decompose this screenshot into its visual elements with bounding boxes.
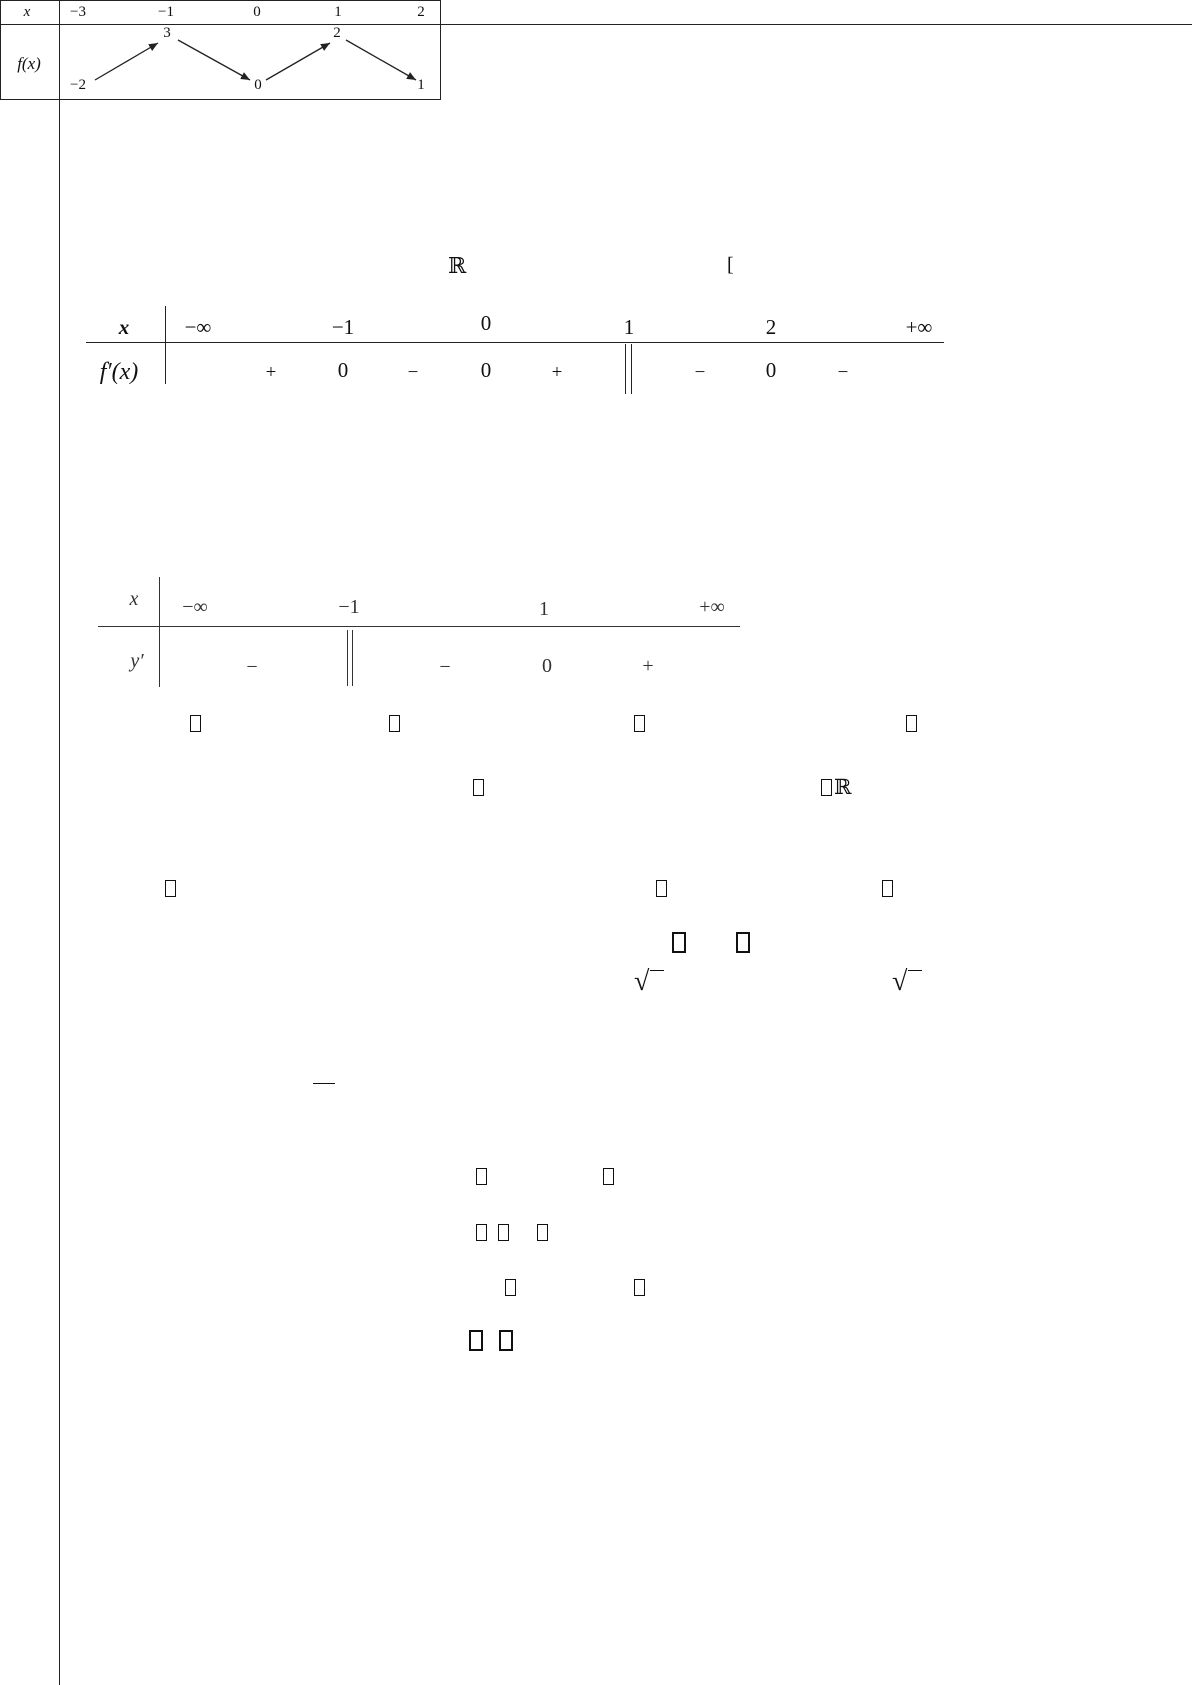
x-value: 0 bbox=[480, 311, 492, 335]
sign: 0 bbox=[480, 358, 492, 382]
missing-glyph-box bbox=[634, 715, 645, 732]
increasing-arrow bbox=[266, 43, 330, 80]
table-divider-vertical bbox=[165, 306, 166, 384]
sign: + bbox=[265, 362, 277, 383]
x-value: −∞ bbox=[184, 315, 212, 339]
sqrt-symbol: √ bbox=[634, 966, 650, 997]
undefined-double-bar bbox=[631, 344, 632, 394]
sqrt-overline bbox=[908, 970, 922, 971]
x-header: x bbox=[118, 315, 130, 339]
yprime-row-label: y′ bbox=[130, 650, 144, 672]
sign: + bbox=[642, 655, 654, 677]
x-value: 1 bbox=[623, 315, 635, 339]
bracket-symbol: [ bbox=[727, 254, 734, 276]
sqrt-symbol: √ bbox=[892, 966, 908, 997]
increasing-arrow bbox=[95, 43, 158, 80]
missing-glyph-box bbox=[537, 1224, 548, 1241]
x-value: +∞ bbox=[905, 315, 933, 339]
x-value: −1 bbox=[331, 315, 355, 339]
sign: − bbox=[439, 656, 451, 678]
missing-glyph-box bbox=[821, 779, 832, 796]
missing-glyph-box bbox=[476, 1224, 487, 1241]
missing-glyph-box bbox=[469, 1330, 483, 1351]
f-value: 0 bbox=[254, 77, 262, 93]
missing-glyph-box bbox=[505, 1279, 516, 1296]
x-value: 1 bbox=[539, 598, 549, 620]
decreasing-arrow bbox=[178, 40, 250, 80]
missing-glyph-box bbox=[672, 932, 686, 953]
sign: + bbox=[551, 362, 563, 383]
undefined-double-bar bbox=[352, 630, 353, 686]
sign: − bbox=[694, 362, 706, 383]
x-value: −1 bbox=[158, 4, 174, 20]
f-value: 1 bbox=[417, 77, 425, 93]
table-divider-vertical bbox=[159, 577, 160, 687]
sign: − bbox=[837, 362, 849, 383]
reals-symbol: ℝ bbox=[834, 775, 852, 799]
sign: 0 bbox=[765, 358, 777, 382]
sqrt-overline bbox=[650, 970, 664, 971]
x-header: x bbox=[23, 4, 31, 20]
table-divider-horizontal bbox=[98, 626, 740, 627]
undefined-double-bar bbox=[625, 344, 626, 394]
f-value: −2 bbox=[70, 77, 86, 93]
x-header: x bbox=[129, 588, 139, 610]
missing-glyph-box bbox=[656, 880, 667, 897]
sign: − bbox=[407, 362, 419, 383]
table-divider-horizontal bbox=[86, 342, 944, 343]
x-value: 1 bbox=[334, 4, 342, 20]
missing-glyph-box bbox=[473, 779, 484, 796]
missing-glyph-box bbox=[603, 1168, 614, 1185]
f-value: 2 bbox=[333, 25, 341, 41]
sign: 0 bbox=[542, 655, 552, 677]
decreasing-arrow bbox=[346, 40, 416, 80]
missing-glyph-box bbox=[882, 880, 893, 897]
reals-symbol: ℝ bbox=[448, 253, 467, 278]
fprime-row-label: f′(x) bbox=[99, 359, 139, 385]
table-divider-vertical bbox=[59, 0, 60, 1685]
x-value: 0 bbox=[253, 4, 261, 20]
missing-glyph-box bbox=[476, 1168, 487, 1185]
f-row-label: f(x) bbox=[17, 54, 41, 73]
fraction-bar bbox=[313, 1083, 335, 1084]
sign: − bbox=[246, 656, 258, 678]
x-value: 2 bbox=[765, 315, 777, 339]
x-value: 2 bbox=[417, 4, 425, 20]
missing-glyph-box bbox=[498, 1224, 509, 1241]
missing-glyph-box bbox=[736, 932, 750, 953]
undefined-double-bar bbox=[347, 630, 348, 686]
variation-arrows bbox=[0, 0, 441, 100]
sign: 0 bbox=[337, 358, 349, 382]
missing-glyph-box bbox=[190, 715, 201, 732]
x-value: −∞ bbox=[182, 596, 208, 618]
missing-glyph-box bbox=[634, 1279, 645, 1296]
variation-table-f bbox=[0, 0, 441, 100]
missing-glyph-box bbox=[499, 1330, 513, 1351]
f-value: 3 bbox=[163, 25, 171, 41]
missing-glyph-box bbox=[389, 715, 400, 732]
missing-glyph-box bbox=[906, 715, 917, 732]
x-value: −1 bbox=[338, 596, 360, 618]
missing-glyph-box bbox=[165, 880, 176, 897]
x-value: −3 bbox=[70, 4, 86, 20]
x-value: +∞ bbox=[699, 596, 725, 618]
